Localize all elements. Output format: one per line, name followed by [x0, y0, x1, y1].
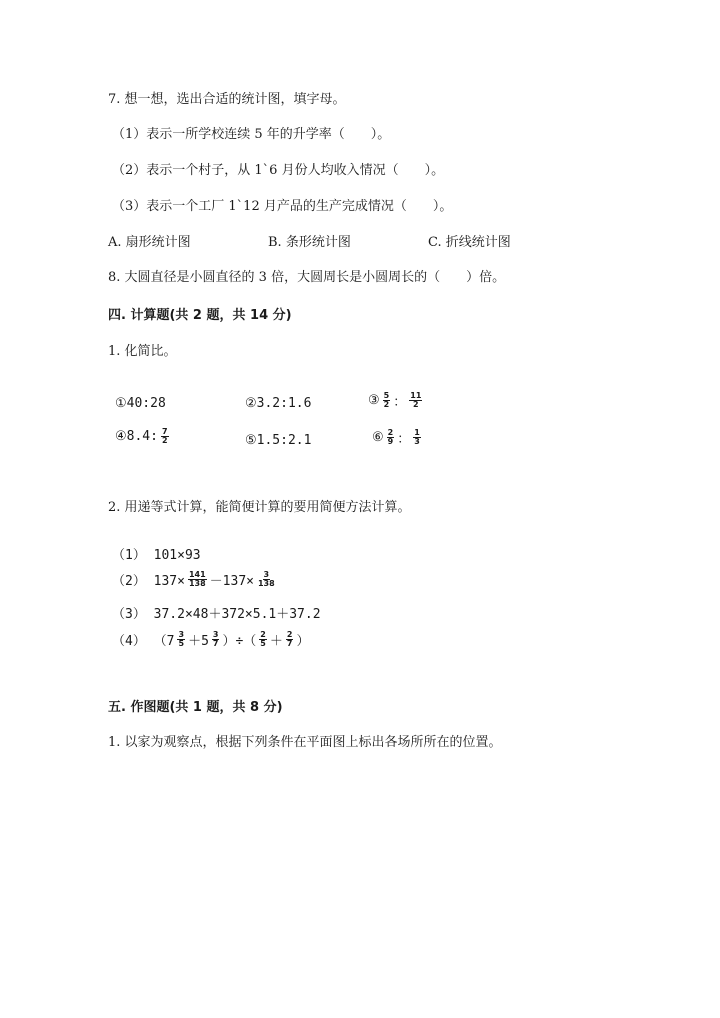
q8-stem: 8. 大圆直径是小圆直径的 3 倍，大圆周长是小圆周长的（ ）倍。 [108, 270, 506, 285]
q7-item-3: （3）表示一个工厂 1`12 月产品的生产完成情况（ ）。 [112, 199, 453, 214]
circled-number: ③ [368, 393, 380, 408]
section4-title: 四. 计算题(共 2 题，共 14 分) [108, 308, 292, 323]
q7-option-b: B. 条形统计图 [268, 235, 351, 250]
q7-stem: 7. 想一想，选出合适的统计图，填字母。 [108, 92, 346, 107]
expression-text: （2） 137× [112, 574, 185, 589]
ratio-colon: ： [397, 432, 411, 447]
fraction: $\frac{3}{5}$ [178, 629, 185, 648]
section5-title: 五. 作图题(共 1 题，共 8 分) [108, 700, 283, 715]
fraction: $\frac{2}{7}$ [286, 629, 293, 648]
expression-1: （1） 101×93 [112, 548, 201, 563]
q7-item-2: （2）表示一个村子，从 1`6 月份人均收入情况（ ）。 [112, 163, 445, 178]
ratio-problem-3 [368, 391, 425, 410]
expression-4 [112, 630, 309, 649]
s4-q2-stem: 2. 用递等式计算，能简便计算的要用简便方法计算。 [108, 500, 411, 515]
expression-2 [112, 570, 279, 589]
expression-text: ＋5 [188, 634, 209, 649]
ratio-problem-1: ①40:28 [115, 396, 166, 411]
fraction: $\frac{2}{5}$ [260, 629, 266, 648]
expression-text: ＋ [269, 634, 283, 649]
fraction: $\frac{7}{2}$ [161, 427, 168, 446]
fraction: $\frac{3}{138}$ [257, 569, 275, 588]
expression-3: （3） 37.2×48＋372×5.1＋37.2 [112, 607, 321, 622]
ratio-problem-6 [372, 428, 424, 447]
q7-option-c: C. 折线统计图 [428, 235, 511, 250]
ratio-problem-5: ⑤1.5:2.1 [245, 433, 312, 448]
fraction: $\frac{141}{138}$ [188, 569, 206, 588]
ratio-colon: ： [393, 395, 407, 410]
circled-number: ⑥ [372, 430, 384, 445]
fraction: $\frac{1}{3}$ [414, 427, 420, 446]
expression-text: （4） （7 [112, 634, 175, 649]
q7-item-1: （1）表示一所学校连续 5 年的升学率（ ）。 [112, 127, 391, 142]
ratio-text: ④8.4: [115, 429, 158, 445]
expression-text: －137× [209, 574, 254, 589]
fraction: $\frac{3}{7}$ [212, 629, 219, 648]
q7-option-a: A. 扇形统计图 [108, 235, 191, 250]
s5-q1-stem: 1. 以家为观察点，根据下列条件在平面图上标出各场所所在的位置。 [108, 735, 502, 750]
fraction: $\frac{5}{2}$ [383, 390, 390, 409]
fraction: $\frac{11}{2}$ [410, 390, 422, 409]
s4-q1-stem: 1. 化简比。 [108, 344, 177, 359]
expression-text: ）÷（ [222, 634, 257, 649]
ratio-problem-4 [115, 428, 172, 446]
fraction: $\frac{2}{9}$ [387, 427, 394, 446]
expression-text: ） [296, 634, 310, 649]
ratio-problem-2: ②3.2:1.6 [245, 396, 312, 411]
